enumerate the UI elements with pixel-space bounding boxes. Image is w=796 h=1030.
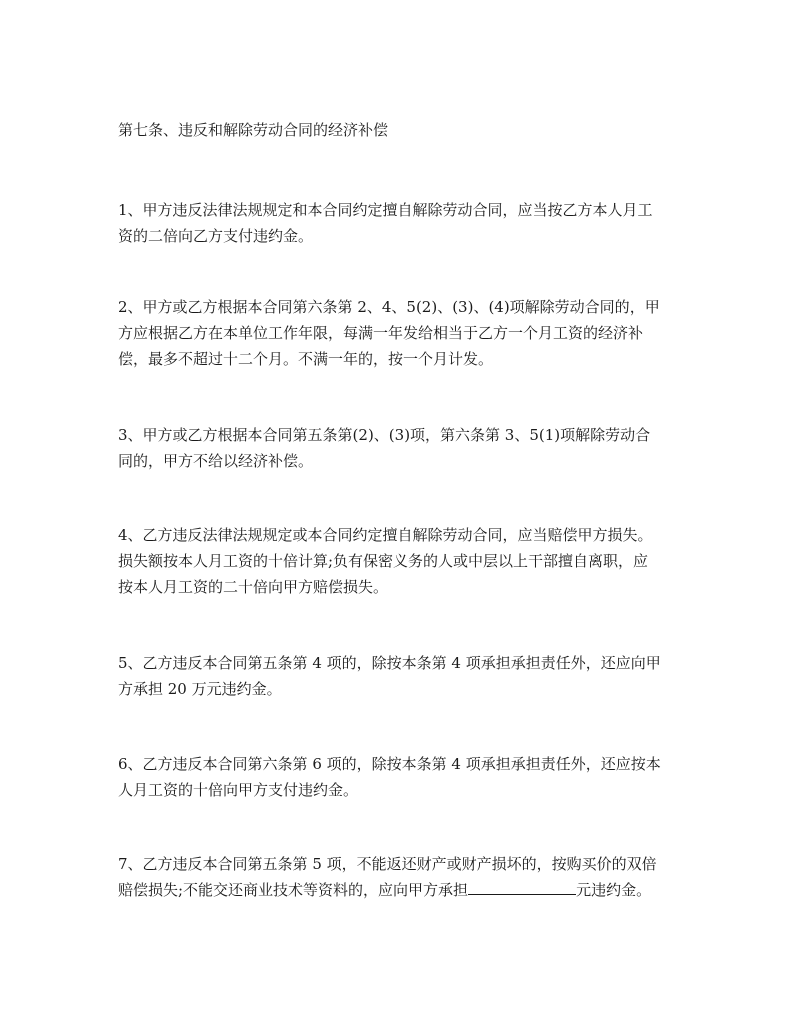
- clause-line: 方应根据乙方在本单位工作年限，每满一年发给相当于乙方一个月工资的经济补: [118, 324, 644, 342]
- clause-1: [118, 197, 683, 249]
- clause-line: 损失额按本人月工资的十倍计算;负有保密义务的人或中层以上干部擅自离职，应: [118, 552, 649, 570]
- clause-line: 3、甲方或乙方根据本合同第五条第(2)、(3)项，第六条第 3、5(1)项解除劳动合: [118, 426, 651, 444]
- clause-line: 7、乙方违反本合同第五条第 5 项，不能返还财产或财产损坏的，按购买价的双倍: [118, 855, 657, 873]
- section-heading: 第七条、违反和解除劳动合同的经济补偿: [118, 121, 389, 139]
- clause-line: 1、甲方违反法律法规规定和本合同约定擅自解除劳动合同，应当按乙方本人月工: [118, 201, 653, 219]
- clause-2: [118, 294, 683, 372]
- clause-line: 资的二倍向乙方支付违约金。: [118, 227, 314, 245]
- clause-line: 偿，最多不超过十二个月。不满一年的，按一个月计发。: [118, 350, 494, 368]
- clause-line: 5、乙方违反本合同第五条第 4 项的，除按本条第 4 项承担承担责任外，还应向甲: [118, 654, 661, 672]
- clause-line-with-blank: [118, 877, 683, 903]
- clause-line: 按本人月工资的二十倍向甲方赔偿损失。: [118, 578, 389, 596]
- clause-4: [118, 522, 683, 600]
- clause-6: [118, 751, 683, 803]
- clause-line: 同的，甲方不给以经济补偿。: [118, 452, 314, 470]
- clause-line-prefix: 赔偿损失;不能交还商业技术等资料的，应向甲方承担: [118, 881, 469, 899]
- clause-7: [118, 851, 683, 903]
- clause-5: [118, 650, 683, 702]
- clause-line-suffix: 元违约金。: [576, 881, 652, 899]
- fill-in-blank[interactable]: [468, 880, 576, 895]
- clause-line: 4、乙方违反法律法规规定或本合同约定擅自解除劳动合同，应当赔偿甲方损失。: [118, 526, 653, 544]
- clause-line: 方承担 20 万元违约金。: [118, 680, 282, 698]
- clause-line: 人月工资的十倍向甲方支付违约金。: [118, 781, 359, 799]
- clause-3: [118, 422, 683, 474]
- clause-line: 6、乙方违反本合同第六条第 6 项的，除按本条第 4 项承担承担责任外，还应按本: [118, 755, 661, 773]
- clause-line: 2、甲方或乙方根据本合同第六条第 2、4、5(2)、(3)、(4)项解除劳动合同的，甲: [118, 298, 660, 316]
